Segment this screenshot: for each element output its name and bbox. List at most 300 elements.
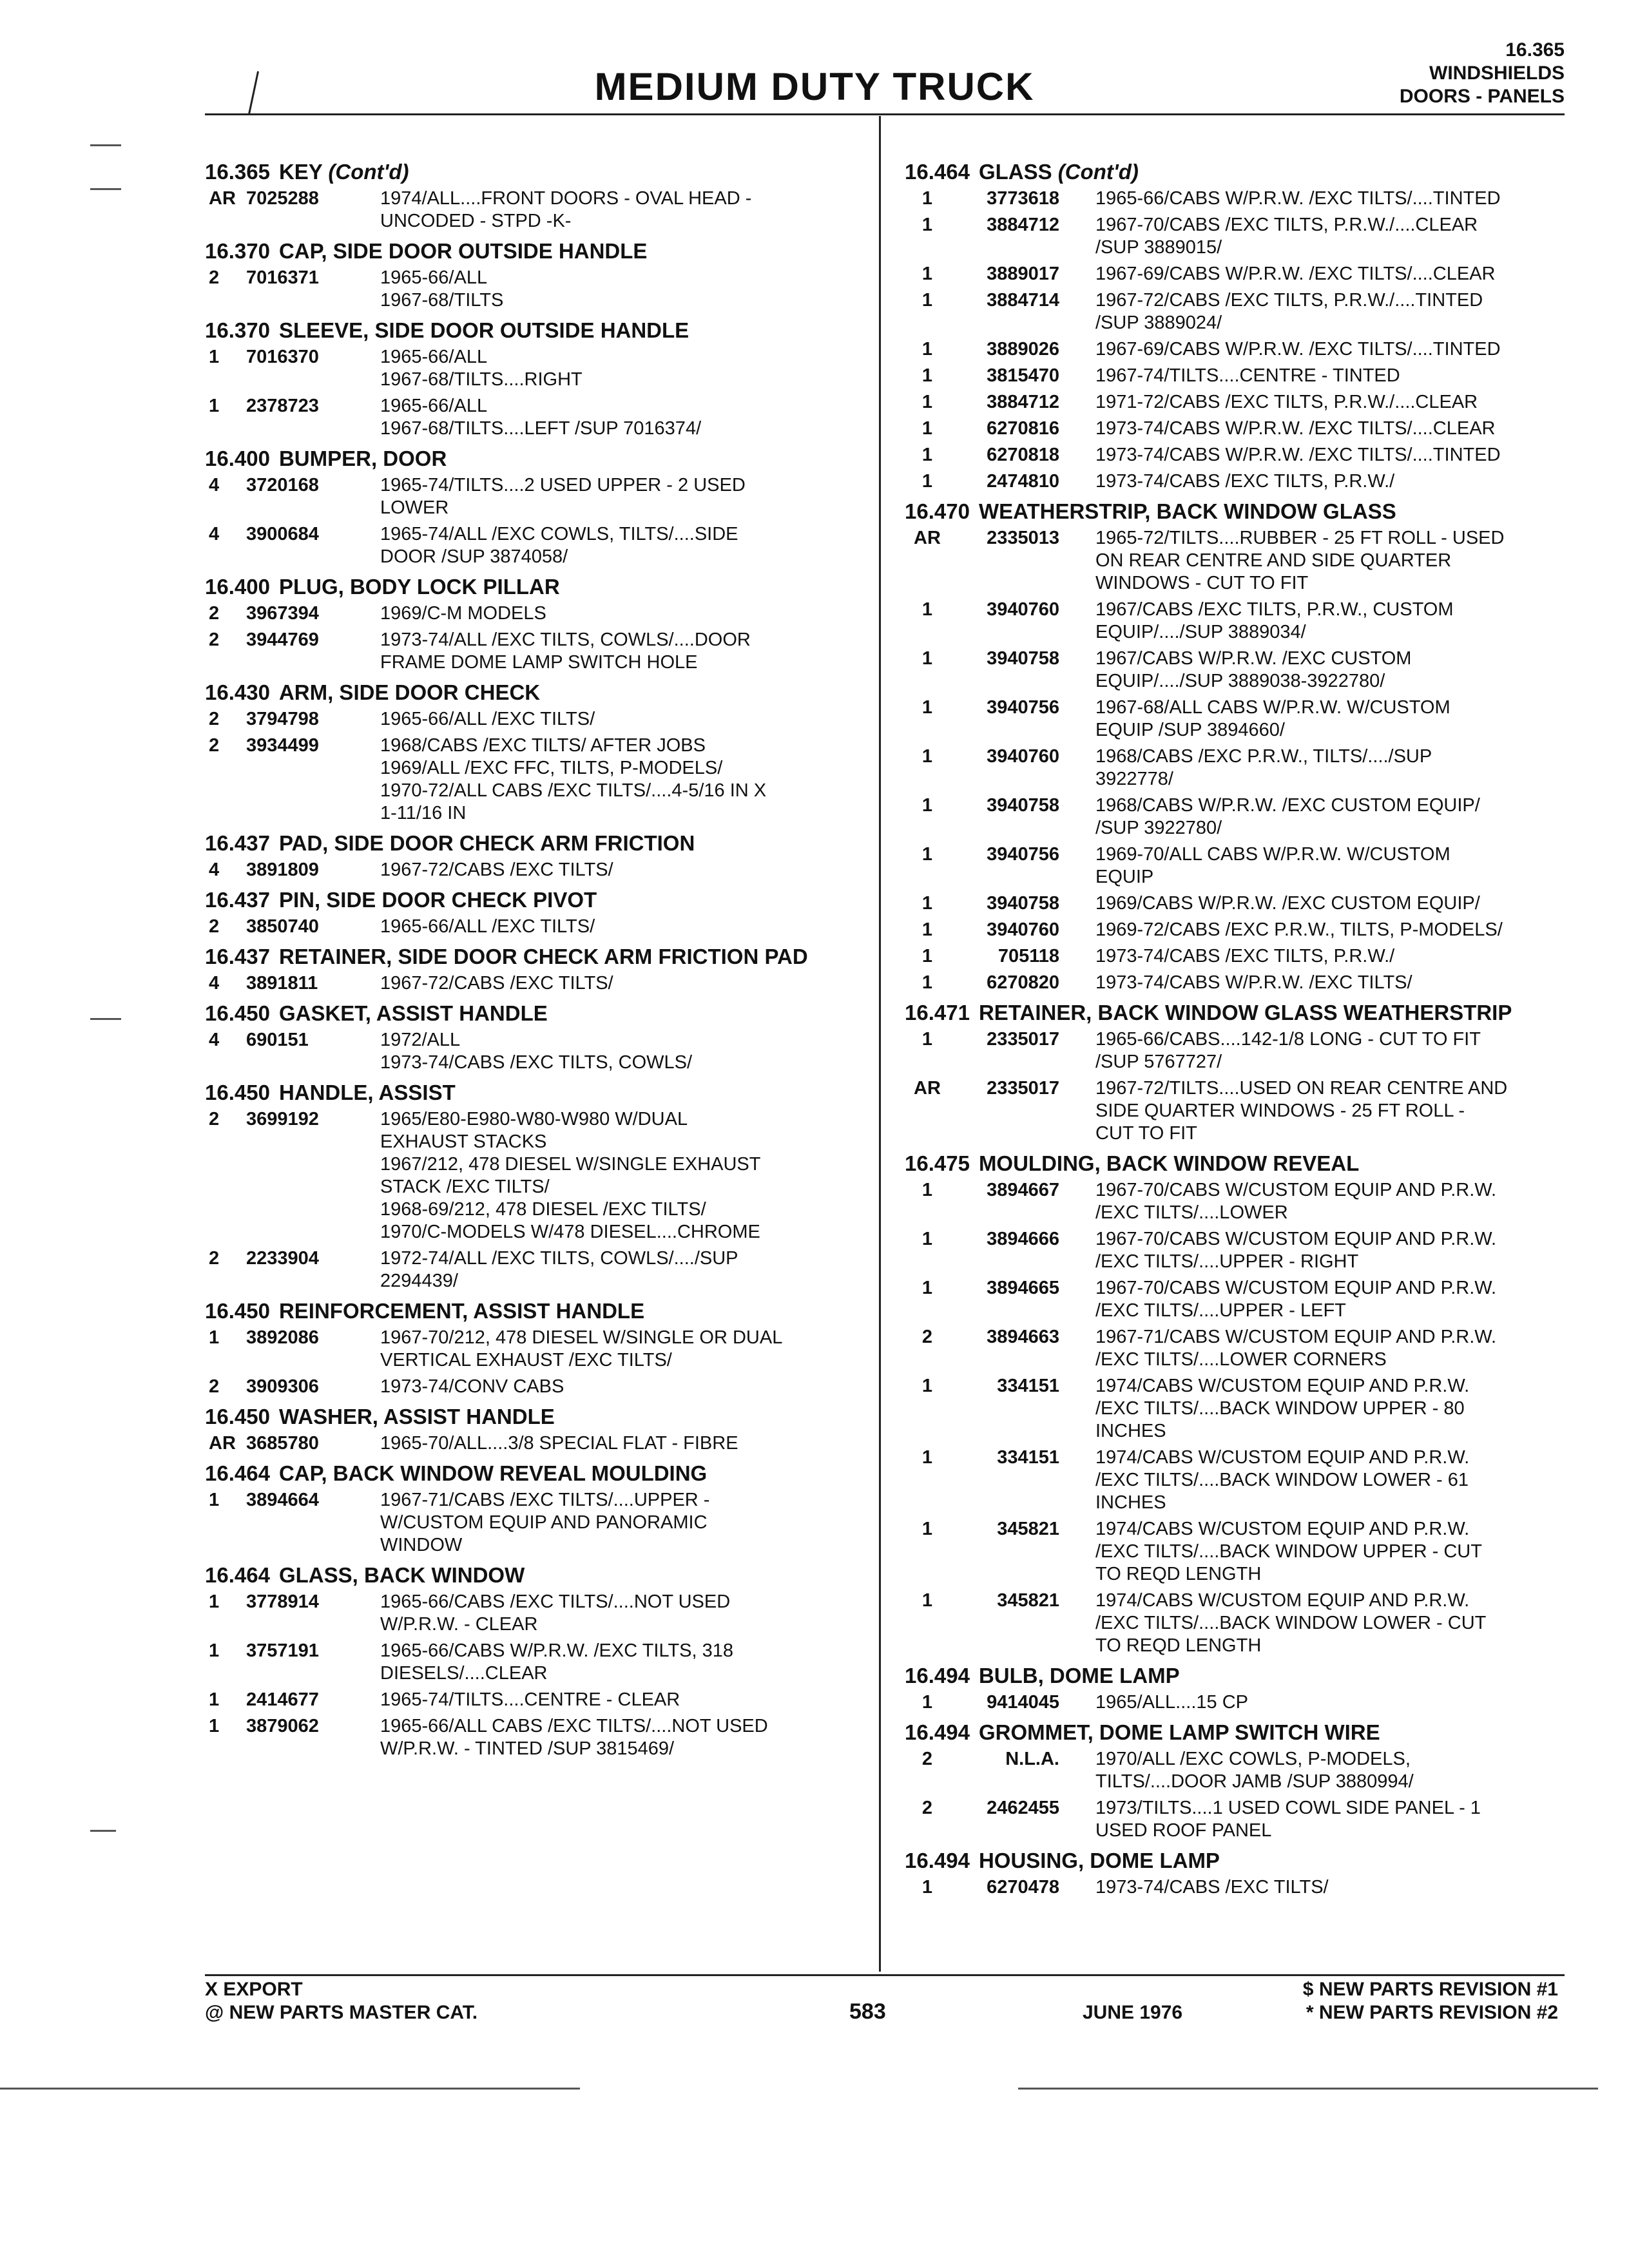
part-description: 1965-66/ALL 1967-68/TILTS....LEFT /SUP 7016374/ <box>380 396 702 439</box>
part-description: 1974/ALL....FRONT DOORS - OVAL HEAD - UNCODED - STPD -K- <box>380 188 752 231</box>
part-number: 3884712 <box>987 392 1059 412</box>
parts-section <box>205 1299 856 1398</box>
section-name <box>279 945 856 968</box>
part-number: 345821 <box>997 1519 1059 1539</box>
section-name-text: HANDLE, ASSIST <box>278 1081 456 1104</box>
part-description: 1967-70/CABS W/CUSTOM EQUIP AND P.R.W. /EXC TILTS/....LOWER <box>1095 1180 1497 1223</box>
part-number: 345821 <box>997 1590 1059 1611</box>
part-number: 3894666 <box>987 1229 1059 1249</box>
part-row <box>205 187 856 233</box>
part-quantity: 1 <box>921 418 933 439</box>
part-quantity: 2 <box>921 1749 933 1769</box>
part-description: 1967-74/TILTS....CENTRE - TINTED <box>1095 365 1400 386</box>
part-description: 1967-70/CABS /EXC TILTS, P.R.W./....CLEAR /SUP 3889015/ <box>1095 215 1478 258</box>
part-quantity: 4 <box>209 475 220 495</box>
part-quantity: AR <box>914 1078 941 1099</box>
part-description: 1968/CABS W/P.R.W. /EXC CUSTOM EQUIP/ /SUP 3922780/ <box>1095 795 1480 838</box>
part-row <box>905 365 1559 387</box>
section-number: 16.494 <box>905 1664 970 1687</box>
section-heading <box>205 888 856 912</box>
part-row <box>905 972 1559 994</box>
section-name <box>979 160 1559 184</box>
part-description: 1973-74/CONV CABS <box>380 1376 564 1397</box>
part-description: 1965-66/ALL 1967-68/TILTS....RIGHT <box>380 347 583 390</box>
section-number: 16.471 <box>905 1001 970 1024</box>
section-name <box>979 1720 1559 1744</box>
parts-section <box>205 575 856 674</box>
part-number: 3967394 <box>246 603 319 624</box>
part-number: N.L.A. <box>1005 1749 1059 1769</box>
part-number: 3850740 <box>246 916 319 937</box>
part-row <box>905 1375 1559 1443</box>
part-number: 334151 <box>997 1376 1059 1396</box>
part-row <box>905 444 1559 466</box>
section-number: 16.450 <box>205 1405 270 1428</box>
section-heading <box>205 1001 856 1025</box>
part-number: 3934499 <box>246 735 319 756</box>
part-description: 1969/C-M MODELS <box>380 603 546 624</box>
part-quantity: 1 <box>921 290 933 311</box>
part-quantity: 4 <box>209 860 220 880</box>
part-quantity: 1 <box>921 972 933 993</box>
part-description: 1965-66/ALL /EXC TILTS/ <box>380 709 595 729</box>
section-heading <box>205 1461 856 1485</box>
part-number: 334151 <box>997 1447 1059 1468</box>
part-number: 2474810 <box>987 471 1059 492</box>
part-row <box>905 1590 1559 1657</box>
part-number: 6270818 <box>987 445 1059 465</box>
part-description: 1967-69/CABS W/P.R.W. /EXC TILTS/....CLEAR <box>1095 264 1496 284</box>
part-row <box>205 1640 856 1685</box>
part-quantity: 2 <box>921 1798 933 1818</box>
parts-section <box>205 945 856 995</box>
section-number: 16.464 <box>205 1461 270 1485</box>
part-row <box>205 972 856 995</box>
part-quantity: 1 <box>921 392 933 412</box>
page-title: MEDIUM DUTY TRUCK <box>594 65 1035 108</box>
part-quantity: AR <box>914 528 941 548</box>
part-row <box>205 1689 856 1711</box>
part-number: 2462455 <box>987 1798 1059 1818</box>
parts-section <box>905 499 1559 994</box>
part-description: 1965-66/ALL 1967-68/TILTS <box>380 267 504 311</box>
part-number: 3894667 <box>987 1180 1059 1200</box>
part-description: 1974/CABS W/CUSTOM EQUIP AND P.R.W. /EXC TILTS/....BACK WINDOW UPPER - 80 INCHES <box>1095 1376 1470 1441</box>
section-heading <box>905 1151 1559 1175</box>
part-description: 1965/E80-E980-W80-W980 W/DUAL EXHAUST STACKS 1967/212, 478 DIESEL W/SINGLE EXHAUST STACK /EXC TILTS/ 1968-69/212, 478 DIESEL /EXC TILTS/ 1970/C-MODELS W/478 DIESEL....CHROME <box>380 1109 761 1242</box>
part-description: 1965-66/CABS /EXC TILTS/....NOT USED W/P.R.W. - CLEAR <box>380 1591 731 1635</box>
part-quantity: 1 <box>921 697 933 718</box>
section-number: 16.450 <box>205 1001 270 1025</box>
part-number: 6270816 <box>987 418 1059 439</box>
part-row <box>205 267 856 312</box>
part-description: 1965-74/ALL /EXC COWLS, TILTS/....SIDE DOOR /SUP 3874058/ <box>380 524 738 567</box>
part-number: 3794798 <box>246 709 319 729</box>
section-name <box>279 1001 856 1025</box>
part-quantity: 2 <box>209 709 220 729</box>
part-quantity: AR <box>209 1433 236 1454</box>
part-number: 6270478 <box>987 1877 1059 1898</box>
part-description: 1967-71/CABS /EXC TILTS/....UPPER - W/CUSTOM EQUIP AND PANORAMIC WINDOW <box>380 1490 710 1555</box>
part-description: 1967-68/ALL CABS W/P.R.W. W/CUSTOM EQUIP /SUP 3894660/ <box>1095 697 1451 740</box>
section-number: 16.450 <box>205 1299 270 1323</box>
part-description: 1967-71/CABS W/CUSTOM EQUIP AND P.R.W. /EXC TILTS/....LOWER CORNERS <box>1095 1327 1497 1370</box>
parts-section <box>905 1664 1559 1714</box>
column-divider <box>879 116 881 1972</box>
section-heading <box>905 1001 1559 1024</box>
part-row <box>205 1591 856 1636</box>
right-column <box>905 153 1559 1899</box>
part-quantity: 1 <box>921 188 933 209</box>
part-row <box>905 1179 1559 1224</box>
left-column <box>205 153 856 1760</box>
section-number: 16.494 <box>905 1720 970 1744</box>
part-description: 1971-72/CABS /EXC TILTS, P.R.W./....CLEAR <box>1095 392 1478 412</box>
section-number: 16.470 <box>905 499 970 523</box>
part-row <box>905 263 1559 285</box>
parts-section <box>205 1001 856 1074</box>
part-number: 2335013 <box>987 528 1059 548</box>
section-heading <box>205 831 856 855</box>
section-name-text: SLEEVE, SIDE DOOR OUTSIDE HANDLE <box>278 318 689 342</box>
part-number: 3778914 <box>246 1591 319 1612</box>
part-quantity: 1 <box>209 1490 220 1510</box>
part-row <box>205 859 856 881</box>
section-name <box>279 575 856 599</box>
part-number: 3894665 <box>987 1278 1059 1298</box>
part-description: 1965-66/CABS W/P.R.W. /EXC TILTS, 318 DIESELS/....CLEAR <box>380 1640 734 1684</box>
section-name <box>279 318 856 342</box>
part-description: 1974/CABS W/CUSTOM EQUIP AND P.R.W. /EXC TILTS/....BACK WINDOW LOWER - 61 INCHES <box>1095 1447 1470 1513</box>
section-name-text: CAP, BACK WINDOW REVEAL MOULDING <box>278 1461 708 1485</box>
part-row <box>905 648 1559 693</box>
section-subtitle-1: WINDSHIELDS <box>1429 62 1565 84</box>
parts-section <box>205 1563 856 1760</box>
part-row <box>905 1228 1559 1273</box>
part-quantity: 1 <box>921 215 933 235</box>
part-quantity: 1 <box>921 339 933 360</box>
section-heading <box>205 1405 856 1428</box>
section-number: 16.365 <box>205 160 270 184</box>
section-number: 16.464 <box>905 160 970 184</box>
part-row <box>905 1748 1559 1793</box>
part-quantity: 1 <box>921 1447 933 1468</box>
section-name <box>279 1405 856 1428</box>
part-number: 7025288 <box>246 188 319 209</box>
section-number: 16.437 <box>205 888 270 912</box>
part-description: 1965-66/CABS W/P.R.W. /EXC TILTS/....TINTED <box>1095 188 1501 209</box>
part-row <box>905 745 1559 791</box>
part-quantity: 1 <box>921 946 933 966</box>
part-row <box>905 697 1559 742</box>
part-number: 3757191 <box>246 1640 319 1661</box>
section-heading <box>205 575 856 599</box>
parts-section <box>205 1081 856 1293</box>
part-row <box>905 1077 1559 1145</box>
part-row <box>205 474 856 519</box>
section-name <box>979 499 1559 523</box>
part-number: 3940760 <box>987 599 1059 620</box>
part-number: 3892086 <box>246 1327 319 1348</box>
parts-section <box>205 831 856 881</box>
part-description: 1965/ALL....15 CP <box>1095 1692 1248 1713</box>
section-number: 16.464 <box>205 1563 270 1587</box>
part-number: 7016371 <box>246 267 319 288</box>
parts-section <box>205 680 856 825</box>
section-heading <box>205 447 856 470</box>
section-name-text: RETAINER, BACK WINDOW GLASS WEATHERSTRIP <box>978 1001 1512 1024</box>
section-name-text: RETAINER, SIDE DOOR CHECK ARM FRICTION PAD <box>278 945 808 968</box>
parts-section <box>205 1461 856 1557</box>
section-number: 16.494 <box>905 1849 970 1872</box>
part-number: 3944769 <box>246 629 319 650</box>
page-number: 583 <box>849 1999 886 2024</box>
parts-section <box>205 160 856 233</box>
part-description: 1965-66/ALL /EXC TILTS/ <box>380 916 595 937</box>
part-description: 1969/CABS W/P.R.W. /EXC CUSTOM EQUIP/ <box>1095 893 1480 914</box>
scan-mark <box>90 144 121 146</box>
part-quantity: 1 <box>921 264 933 284</box>
part-number: 3940756 <box>987 697 1059 718</box>
parts-section <box>905 160 1559 493</box>
part-row <box>205 1489 856 1557</box>
part-description: 1973-74/CABS /EXC TILTS/ <box>1095 1877 1329 1898</box>
part-number: 6270820 <box>987 972 1059 993</box>
part-row <box>205 916 856 938</box>
part-description: 1967-70/CABS W/CUSTOM EQUIP AND P.R.W. /EXC TILTS/....UPPER - LEFT <box>1095 1278 1497 1321</box>
part-description: 1965-70/ALL....3/8 SPECIAL FLAT - FIBRE <box>380 1433 738 1454</box>
section-name-text: GROMMET, DOME LAMP SWITCH WIRE <box>978 1720 1380 1744</box>
footer-revision-2: * NEW PARTS REVISION #2 <box>1306 2002 1558 2023</box>
section-name-text: GLASS, BACK WINDOW <box>278 1563 525 1587</box>
part-quantity: 1 <box>921 1180 933 1200</box>
part-description: 1967-72/CABS /EXC TILTS, P.R.W./....TINTED /SUP 3889024/ <box>1095 290 1483 333</box>
part-row <box>205 1715 856 1760</box>
footer-master-note: @ NEW PARTS MASTER CAT. <box>205 2002 478 2023</box>
part-number: 705118 <box>998 946 1059 966</box>
part-description: 1967-70/CABS W/CUSTOM EQUIP AND P.R.W. /EXC TILTS/....UPPER - RIGHT <box>1095 1229 1497 1272</box>
footer-export-note: X EXPORT <box>205 1979 303 2000</box>
part-row <box>905 527 1559 595</box>
section-name-text: GLASS <box>978 160 1052 184</box>
part-description: 1973-74/CABS /EXC TILTS, P.R.W./ <box>1095 471 1395 492</box>
part-quantity: 1 <box>921 648 933 669</box>
part-number: 3891811 <box>246 973 318 994</box>
part-quantity: 2 <box>209 1109 220 1129</box>
part-description: 1965-66/CABS....142-1/8 LONG - CUT TO FIT /SUP 5767727/ <box>1095 1029 1481 1072</box>
part-row <box>905 187 1559 210</box>
section-heading <box>905 499 1559 523</box>
part-quantity: 2 <box>209 916 220 937</box>
part-quantity: 1 <box>921 919 933 940</box>
parts-section <box>205 888 856 938</box>
part-row <box>205 1376 856 1398</box>
part-number: 3720168 <box>246 475 319 495</box>
part-row <box>905 470 1559 493</box>
section-heading <box>205 945 856 968</box>
part-number: 3940756 <box>987 844 1059 865</box>
part-quantity: 2 <box>209 603 220 624</box>
scan-mark <box>0 2088 580 2090</box>
parts-section <box>205 239 856 312</box>
part-quantity: 2 <box>209 1376 220 1397</box>
section-name <box>279 1461 856 1485</box>
part-row <box>905 289 1559 334</box>
part-description: 1967-70/212, 478 DIESEL W/SINGLE OR DUAL VERTICAL EXHAUST /EXC TILTS/ <box>380 1327 783 1370</box>
footer-rule <box>205 1974 1565 1976</box>
part-quantity: 1 <box>209 1716 220 1736</box>
part-number: 690151 <box>246 1030 309 1050</box>
section-number: 16.370 <box>205 239 270 263</box>
section-heading <box>205 1299 856 1323</box>
part-row <box>905 794 1559 840</box>
part-number: 2335017 <box>987 1078 1059 1099</box>
part-quantity: 1 <box>921 746 933 767</box>
scan-mark <box>90 188 121 190</box>
part-quantity: 1 <box>921 1590 933 1611</box>
part-quantity: 1 <box>209 1640 220 1661</box>
section-heading <box>205 239 856 263</box>
part-quantity: 1 <box>209 347 220 367</box>
part-row <box>905 1028 1559 1073</box>
part-description: 1969-72/CABS /EXC P.R.W., TILTS, P-MODELS/ <box>1095 919 1503 940</box>
part-number: 3894663 <box>987 1327 1059 1347</box>
part-number: 3699192 <box>246 1109 319 1129</box>
part-quantity: 1 <box>209 1327 220 1348</box>
part-number: 2414677 <box>246 1689 319 1710</box>
section-name-text: PLUG, BODY LOCK PILLAR <box>278 575 560 599</box>
section-heading <box>205 1081 856 1104</box>
part-description: 1967/CABS /EXC TILTS, P.R.W., CUSTOM EQUIP/..../SUP 3889034/ <box>1095 599 1454 642</box>
part-description: 1967-72/CABS /EXC TILTS/ <box>380 973 613 994</box>
part-number: 3940758 <box>987 648 1059 669</box>
part-number: 3889026 <box>987 339 1059 360</box>
part-description: 1967-72/TILTS....USED ON REAR CENTRE AND SIDE QUARTER WINDOWS - 25 FT ROLL - CUT TO FIT <box>1095 1078 1508 1144</box>
part-row <box>205 346 856 391</box>
header-rule <box>205 113 1565 115</box>
part-quantity: 1 <box>209 396 220 416</box>
part-quantity: 1 <box>921 1692 933 1713</box>
part-description: 1973-74/CABS W/P.R.W. /EXC TILTS/....TINTED <box>1095 445 1501 465</box>
section-number: 16.400 <box>205 447 270 470</box>
section-number: 16.437 <box>205 945 270 968</box>
part-description: 1973-74/CABS W/P.R.W. /EXC TILTS/ <box>1095 972 1412 993</box>
part-quantity: 1 <box>921 365 933 386</box>
section-name-text: KEY <box>278 160 323 184</box>
part-row <box>905 1446 1559 1514</box>
part-quantity: 2 <box>209 629 220 650</box>
section-name-text: HOUSING, DOME LAMP <box>978 1849 1220 1872</box>
part-quantity: 1 <box>921 1376 933 1396</box>
part-row <box>905 1797 1559 1842</box>
part-description: 1972-74/ALL /EXC TILTS, COWLS/..../SUP 2294439/ <box>380 1248 738 1291</box>
part-quantity: 1 <box>921 1278 933 1298</box>
part-number: 3940760 <box>987 746 1059 767</box>
section-name-text: PIN, SIDE DOOR CHECK PIVOT <box>278 888 597 912</box>
part-number: 2233904 <box>246 1248 319 1269</box>
scan-mark <box>1018 2088 1598 2090</box>
section-name-text: WEATHERSTRIP, BACK WINDOW GLASS <box>978 499 1396 523</box>
part-number: 3940760 <box>987 919 1059 940</box>
parts-section <box>205 318 856 440</box>
part-quantity: 1 <box>209 1689 220 1710</box>
section-heading <box>905 1664 1559 1687</box>
part-quantity: 4 <box>209 1030 220 1050</box>
section-name-text: GASKET, ASSIST HANDLE <box>278 1001 548 1025</box>
part-description: 1965-66/ALL CABS /EXC TILTS/....NOT USED W/P.R.W. - TINTED /SUP 3815469/ <box>380 1716 768 1759</box>
section-number: 16.430 <box>205 680 270 704</box>
part-number: 3900684 <box>246 524 319 544</box>
parts-section <box>905 1001 1559 1145</box>
part-quantity: 2 <box>921 1327 933 1347</box>
part-row <box>905 418 1559 440</box>
section-name <box>979 1849 1559 1872</box>
section-subtitle-2: DOORS - PANELS <box>1399 86 1565 107</box>
part-number: 3773618 <box>987 188 1059 209</box>
part-description: 1965-74/TILTS....CENTRE - CLEAR <box>380 1689 680 1710</box>
footer-revision-1: $ NEW PARTS REVISION #1 <box>1302 1979 1558 2000</box>
part-row <box>905 919 1559 941</box>
part-description: 1967-72/CABS /EXC TILTS/ <box>380 860 613 880</box>
part-number: 2378723 <box>246 396 319 416</box>
part-number: 9414045 <box>987 1692 1059 1713</box>
part-number: 3891809 <box>246 860 319 880</box>
part-row <box>205 1029 856 1074</box>
part-description: 1972/ALL 1973-74/CABS /EXC TILTS, COWLS/ <box>380 1030 693 1073</box>
parts-section <box>905 1151 1559 1657</box>
section-name <box>279 239 856 263</box>
part-description: 1973-74/CABS /EXC TILTS, P.R.W./ <box>1095 946 1395 966</box>
part-number: 3894664 <box>246 1490 319 1510</box>
section-name <box>279 888 856 912</box>
section-heading <box>205 160 856 184</box>
part-quantity: 4 <box>209 973 220 994</box>
part-number: 3884714 <box>987 290 1059 311</box>
part-row <box>205 395 856 440</box>
footer-date: JUNE 1976 <box>1083 2002 1183 2023</box>
part-number: 3940758 <box>987 795 1059 816</box>
part-number: 3909306 <box>246 1376 319 1397</box>
part-quantity: 2 <box>209 1248 220 1269</box>
section-name-text: BULB, DOME LAMP <box>978 1664 1180 1687</box>
part-row <box>205 523 856 568</box>
part-number: 3879062 <box>246 1716 319 1736</box>
parts-section <box>205 1405 856 1455</box>
section-name-text: WASHER, ASSIST HANDLE <box>278 1405 555 1428</box>
section-heading <box>905 160 1559 184</box>
part-row <box>905 1518 1559 1586</box>
part-description: 1974/CABS W/CUSTOM EQUIP AND P.R.W. /EXC TILTS/....BACK WINDOW UPPER - CUT TO REQD LENGTH <box>1095 1519 1482 1584</box>
part-description: 1973-74/ALL /EXC TILTS, COWLS/....DOOR FRAME DOME LAMP SWITCH HOLE <box>380 629 751 673</box>
part-quantity: AR <box>209 188 236 209</box>
section-name <box>279 680 856 704</box>
part-row <box>205 1247 856 1293</box>
part-description: 1967/CABS W/P.R.W. /EXC CUSTOM EQUIP/..../SUP 3889038-3922780/ <box>1095 648 1412 691</box>
part-description: 1970/ALL /EXC COWLS, P-MODELS, TILTS/....DOOR JAMB /SUP 3880994/ <box>1095 1749 1414 1792</box>
part-description: 1973/TILTS....1 USED COWL SIDE PANEL - 1 USED ROOF PANEL <box>1095 1798 1481 1841</box>
section-name <box>279 1563 856 1587</box>
part-row <box>905 391 1559 414</box>
section-index <box>1400 39 1565 108</box>
part-description: 1967-69/CABS W/P.R.W. /EXC TILTS/....TINTED <box>1095 339 1501 360</box>
part-row <box>905 214 1559 259</box>
section-number: 16.437 <box>205 831 270 855</box>
part-quantity: 1 <box>921 1519 933 1539</box>
section-heading <box>905 1849 1559 1872</box>
part-quantity: 1 <box>921 1877 933 1898</box>
section-name-text: BUMPER, DOOR <box>278 447 447 470</box>
section-name <box>279 160 856 184</box>
